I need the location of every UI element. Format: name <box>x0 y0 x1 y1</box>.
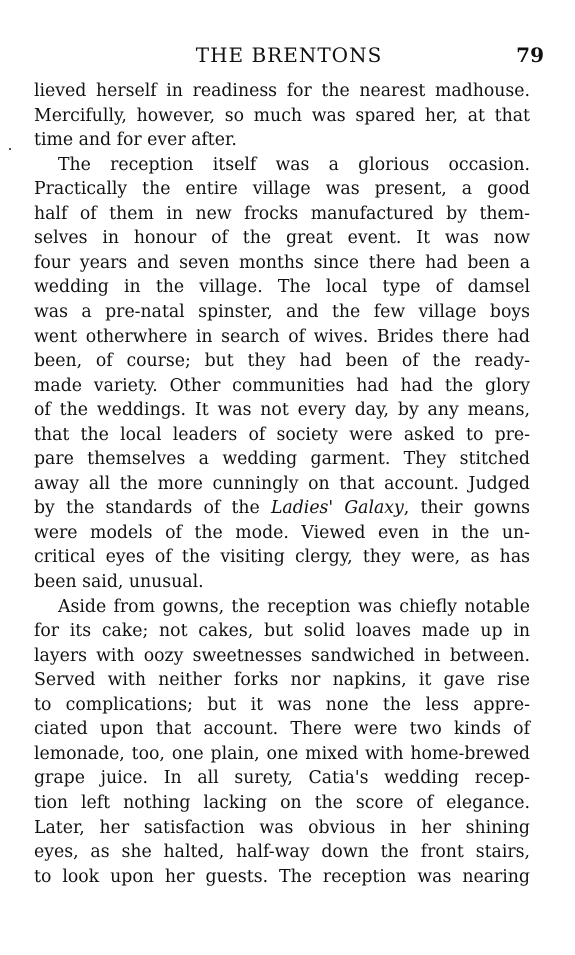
text-line: Aside from gowns, the reception was chiefly notable <box>58 596 530 617</box>
text-line: pare themselves a wedding garment. They stitched <box>34 449 530 470</box>
text-line: for its cake; not cakes, but solid loaves made up in <box>34 621 530 642</box>
text-line: were models of the mode. Viewed even in the un- <box>34 522 530 543</box>
text-line: tion left nothing lacking on the score of elegance. <box>34 792 530 813</box>
text-line: been, of course; but they had been of the ready- <box>34 351 530 372</box>
text-line: went otherwhere in search of wives. Brides there had <box>34 326 530 347</box>
page-number: 79 <box>516 43 544 67</box>
text-line: by the standards of the Ladies' Galaxy, their gowns <box>34 498 531 519</box>
periodical-title: Ladies' Galaxy <box>270 498 404 519</box>
text-line: Practically the entire village was present, a good <box>34 179 530 200</box>
text-line: four years and seven months since there had been a <box>34 252 530 273</box>
text-line: eyes, as she halted, half-way down the front stairs, <box>34 842 530 863</box>
text-line: that the local leaders of society were asked to pre- <box>34 424 530 445</box>
text-line: wedding in the village. The local type of damsel <box>34 277 530 298</box>
stray-ink-mark <box>9 148 11 150</box>
text-line: lieved herself in readiness for the nearest madhouse. <box>34 81 530 101</box>
text-line: layers with oozy sweetnesses sandwiched in between. <box>34 645 530 666</box>
text-line: critical eyes of the visiting clergy, they were, as has <box>34 547 530 568</box>
text-line: Mercifully, however, so much was spared her, at that <box>34 105 530 126</box>
text-line: been said, unusual. <box>34 572 204 592</box>
text-line: of the weddings. It was not every day, by any means, <box>34 400 530 421</box>
text-line: to complications; but it was none the less appre- <box>34 694 530 715</box>
text-line: selves in honour of the great event. It was now <box>34 228 530 249</box>
text-line: was a pre-natal spinster, and the few village boys <box>34 301 530 322</box>
text-line: The reception itself was a glorious occasion. <box>58 154 530 175</box>
text-line: lemonade, too, one plain, one mixed with home-brewed <box>34 743 530 764</box>
text-line: Served with neither forks nor napkins, it gave rise <box>34 670 530 691</box>
text-line: to look upon her guests. The reception was nearing <box>34 866 530 887</box>
text-line: Later, her satisfaction was obvious in her shining <box>34 817 530 838</box>
text-line: ciated upon that account. There were two kinds of <box>34 719 530 740</box>
text-line: grape juice. In all surety, Catia's wedding recep- <box>34 768 530 789</box>
text-line: half of them in new frocks manufactured by them- <box>34 203 530 224</box>
text-line: made variety. Other communities had had the glory <box>34 375 530 396</box>
running-head <box>34 40 544 70</box>
running-title: THE BRENTONS <box>195 43 383 67</box>
text-line: away all the more cunningly on that account. Judged <box>34 473 530 494</box>
text-line: time and for ever after. <box>34 130 237 151</box>
